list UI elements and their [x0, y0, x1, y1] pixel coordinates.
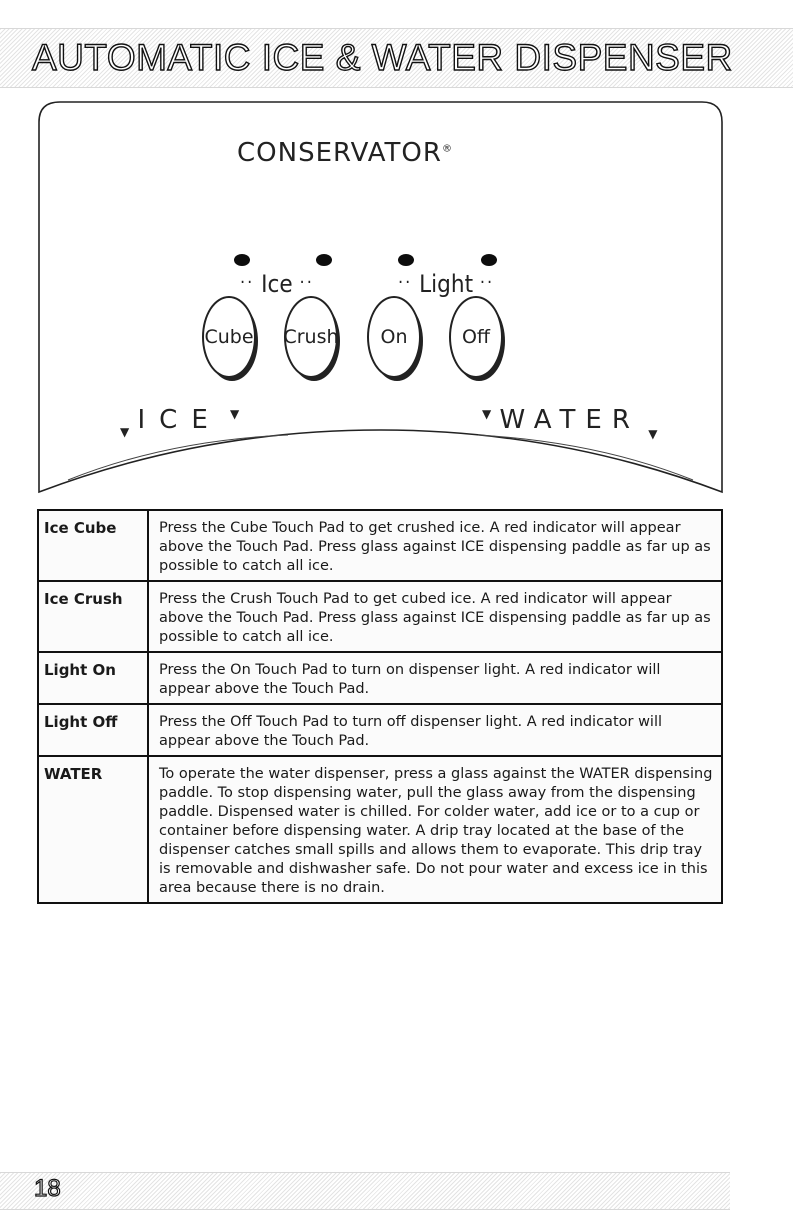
down-triangle-icon: ▼: [648, 427, 658, 441]
cube-indicator-light: [234, 254, 250, 266]
ice-outlet-label: [120, 405, 239, 439]
table-row: [38, 652, 722, 704]
row-key: Ice Cube: [38, 510, 148, 581]
cube-touch-pad[interactable]: Cube: [202, 296, 256, 378]
light-group-text: Light: [419, 270, 474, 298]
row-key: WATER: [38, 756, 148, 903]
registered-mark: ®: [441, 143, 453, 155]
page-number: 18: [34, 1175, 61, 1202]
ice-group-text: Ice: [261, 270, 293, 298]
light-group-label: ·· Light ··: [398, 270, 495, 298]
row-key: Light Off: [38, 704, 148, 756]
row-key: Light On: [38, 652, 148, 704]
table-row: [38, 581, 722, 652]
row-key: Ice Crush: [38, 581, 148, 652]
water-outlet-label: [482, 405, 657, 441]
brand-logo: [220, 138, 470, 168]
row-description: Press the On Touch Pad to turn on dispenser light. A red indicator will appear above the Touch Pad.: [148, 652, 722, 704]
table-row: [38, 510, 722, 581]
water-outlet-text: WATER: [499, 405, 640, 435]
footer-bar: [0, 1172, 730, 1210]
row-description: To operate the water dispenser, press a glass against the WATER dispensing paddle. To stop dispensing water, pull the glass away from the dispensing paddle. Dispensed water is chilled. For colder water, add ice or to a cup or container before dispensing water. A drip tray located at the base of the dispenser catches small spills and allows them to evaporate. This drip tray is removable and dishwasher safe. Do not pour water and excess ice in this area because there is no drain.: [148, 756, 722, 903]
table-row: [38, 704, 722, 756]
on-touch-pad[interactable]: On: [367, 296, 421, 378]
down-triangle-icon: ▼: [230, 407, 240, 421]
table-row: [38, 756, 722, 903]
row-description: Press the Cube Touch Pad to get crushed ice. A red indicator will appear above the Touch Pad. Press glass against ICE dispensing paddle as far up as possible to catch all ice.: [148, 510, 722, 581]
page-title: AUTOMATIC ICE & WATER DISPENSER: [32, 37, 733, 78]
off-indicator-light: [481, 254, 497, 266]
function-description-table: [37, 509, 723, 904]
row-description: Press the Crush Touch Pad to get cubed ice. A red indicator will appear above the Touch Pad. Press glass against ICE dispensing paddle as far up as possible to catch all ice.: [148, 581, 722, 652]
ice-group-label: ·· Ice ··: [240, 270, 314, 298]
header-banner: [0, 28, 793, 88]
crush-touch-pad[interactable]: Crush: [284, 296, 338, 378]
on-indicator-light: [398, 254, 414, 266]
down-triangle-icon: ▼: [120, 425, 130, 439]
brand-name: CONSERVATOR: [237, 138, 442, 168]
off-touch-pad[interactable]: Off: [449, 296, 503, 378]
ice-outlet-text: ICE: [137, 405, 222, 435]
down-triangle-icon: ▼: [482, 407, 492, 421]
crush-indicator-light: [316, 254, 332, 266]
row-description: Press the Off Touch Pad to turn off dispenser light. A red indicator will appear above the Touch Pad.: [148, 704, 722, 756]
